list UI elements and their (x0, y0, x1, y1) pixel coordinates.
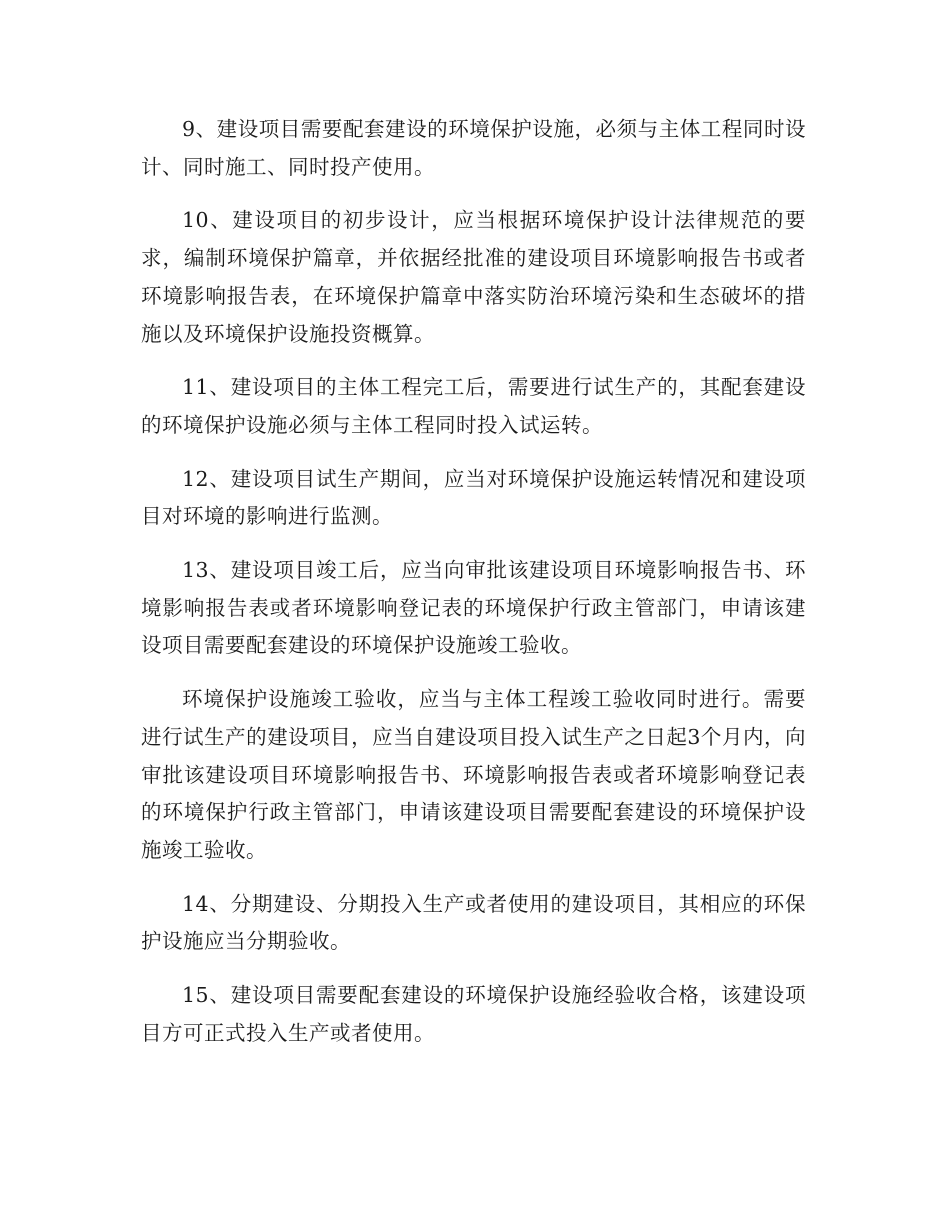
paragraph-item-11: 11、建设项目的主体工程完工后，需要进行试生产的，其配套建设的环境保护设施必须与主体工程同时投入试运转。 (141, 375, 806, 437)
paragraph-item-9: 9、建设项目需要配套建设的环境保护设施，必须与主体工程同时设计、同时施工、同时投产使用。 (141, 117, 806, 179)
paragraph-item-13-continued: 环境保护设施竣工验收，应当与主体工程竣工验收同时进行。需要进行试生产的建设项目，应当自建设项目投入试生产之日起3个月内，向审批该建设项目环境影响报告书、环境影响报告表或者环境影响登记表的环境保护行政主管部门，申请该建设项目需要配套建设的环境保护设施竣工验收。 (141, 687, 806, 862)
paragraph-item-10: 10、建设项目的初步设计，应当根据环境保护设计法律规范的要求，编制环境保护篇章，并依据经批准的建设项目环境影响报告书或者环境影响报告表，在环境保护篇章中落实防治环境污染和生态破坏的措施以及环境保护设施投资概算。 (141, 208, 806, 346)
paragraph-item-15: 15、建设项目需要配套建设的环境保护设施经验收合格，该建设项目方可正式投入生产或者使用。 (141, 983, 806, 1045)
paragraph-item-13: 13、建设项目竣工后，应当向审批该建设项目环境影响报告书、环境影响报告表或者环境影响登记表的环境保护行政主管部门，申请该建设项目需要配套建设的环境保护设施竣工验收。 (141, 558, 806, 658)
paragraph-item-14: 14、分期建设、分期投入生产或者使用的建设项目，其相应的环保护设施应当分期验收。 (141, 891, 806, 954)
paragraph-item-12: 12、建设项目试生产期间，应当对环境保护设施运转情况和建设项目对环境的影响进行监测。 (141, 466, 806, 529)
document-body (141, 111, 806, 1068)
